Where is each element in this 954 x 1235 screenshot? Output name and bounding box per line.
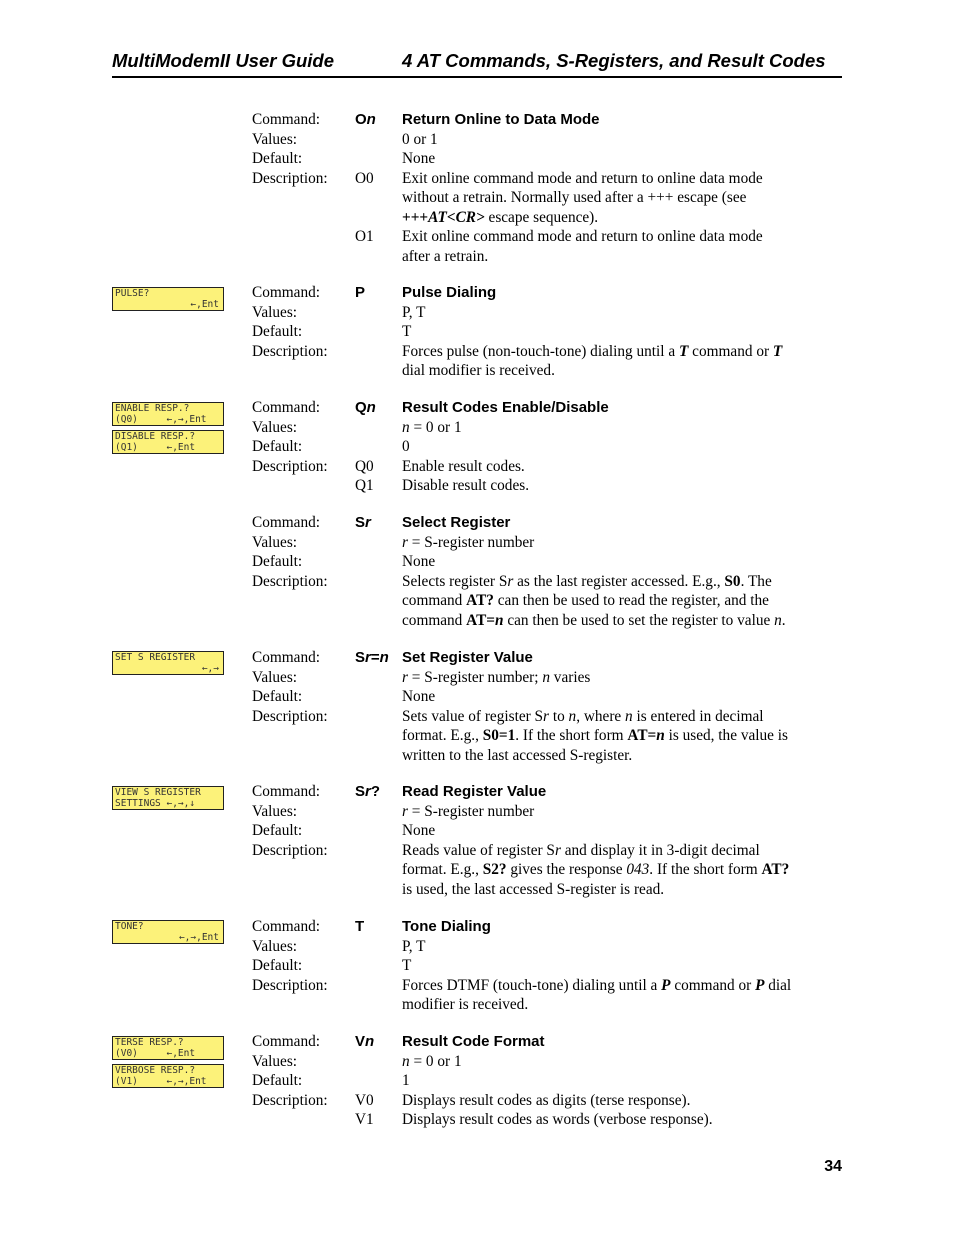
command-label: Command: bbox=[252, 399, 320, 416]
default-text: T bbox=[402, 323, 412, 340]
description-label: Description: bbox=[252, 457, 328, 475]
entry-v bbox=[0, 1032, 954, 1130]
description-label: Description: bbox=[252, 707, 328, 725]
values-text: P, T bbox=[402, 303, 426, 321]
entry-s-read bbox=[0, 782, 954, 899]
header-chapter: 4 AT Commands, S-Registers, and Result Codes bbox=[402, 50, 826, 71]
command-code: Vn bbox=[355, 1033, 375, 1050]
values-text: n = 0 or 1 bbox=[402, 418, 462, 436]
option-code: O1 bbox=[355, 228, 374, 245]
lcd-display-pulse: PULSE? ←,Ent bbox=[112, 287, 224, 311]
description-label: Description: bbox=[252, 976, 328, 994]
default-label: Default: bbox=[252, 438, 303, 455]
lcd-display-view-register: VIEW S REGISTER SETTINGS ←,→,↓ bbox=[112, 786, 224, 810]
command-title: Pulse Dialing bbox=[402, 284, 497, 301]
default-label: Default: bbox=[252, 822, 303, 839]
lcd-display-terse-resp: TERSE RESP.? (V0) ←,Ent bbox=[112, 1036, 224, 1060]
command-code: Sr? bbox=[355, 783, 381, 800]
lcd-display-verbose-resp: VERBOSE RESP.? (V1) ←,→,Ent bbox=[112, 1064, 224, 1088]
description-label: Description: bbox=[252, 169, 328, 187]
description-text: Exit online command mode and return to online data mode bbox=[402, 228, 763, 245]
description-text: without a retrain. Normally used after a +++ escape (see bbox=[402, 189, 747, 206]
values-label: Values: bbox=[252, 802, 298, 820]
command-title: Return Online to Data Mode bbox=[402, 111, 600, 128]
command-title: Tone Dialing bbox=[402, 918, 491, 935]
values-label: Values: bbox=[252, 533, 298, 551]
command-label: Command: bbox=[252, 649, 320, 666]
description-text: Forces DTMF (touch-tone) dialing until a P command or P dial bbox=[402, 976, 792, 994]
command-label: Command: bbox=[252, 284, 320, 301]
values-text: r = S-register number bbox=[402, 802, 535, 820]
command-title: Set Register Value bbox=[402, 649, 533, 666]
command-label: Command: bbox=[252, 1033, 320, 1050]
command-title: Result Codes Enable/Disable bbox=[402, 399, 609, 416]
entry-p bbox=[0, 283, 954, 381]
description-text: +++AT<CR> escape sequence). bbox=[402, 208, 599, 226]
command-code: Sr=n bbox=[355, 649, 389, 666]
description-text: is used, the last accessed S-register is read. bbox=[402, 880, 665, 898]
values-text: P, T bbox=[402, 937, 426, 955]
command-title: Read Register Value bbox=[402, 783, 547, 800]
description-text: after a retrain. bbox=[402, 247, 489, 265]
default-text: None bbox=[402, 150, 436, 167]
entry-t bbox=[0, 917, 954, 1015]
description-text: Exit online command mode and return to online data mode bbox=[402, 169, 763, 187]
description-text: Forces pulse (non-touch-tone) dialing until a T command or T bbox=[402, 342, 783, 360]
command-code: On bbox=[355, 111, 376, 128]
command-code: P bbox=[355, 284, 366, 301]
values-label: Values: bbox=[252, 130, 298, 148]
command-label: Command: bbox=[252, 111, 320, 128]
default-label: Default: bbox=[252, 150, 303, 167]
default-text: 1 bbox=[402, 1072, 410, 1089]
values-label: Values: bbox=[252, 303, 298, 321]
description-label: Description: bbox=[252, 572, 328, 590]
command-label: Command: bbox=[252, 514, 320, 531]
entry-o bbox=[0, 110, 954, 266]
values-text: 0 or 1 bbox=[402, 130, 438, 148]
command-code: T bbox=[355, 918, 365, 935]
description-text: Displays result codes as digits (terse response). bbox=[402, 1091, 691, 1109]
description-text: Reads value of register Sr and display it in 3-digit decimal bbox=[402, 841, 760, 859]
default-label: Default: bbox=[252, 688, 303, 705]
description-text: Sets value of register Sr to n, where n is entered in decimal bbox=[402, 707, 764, 725]
description-label: Description: bbox=[252, 1091, 328, 1109]
values-text: r = S-register number bbox=[402, 533, 535, 551]
description-text: modifier is received. bbox=[402, 996, 529, 1013]
command-code: Sr bbox=[355, 514, 371, 531]
description-text: command AT=n can then be used to set the register to value n. bbox=[402, 611, 786, 629]
lcd-display-tone: TONE? ←,→,Ent bbox=[112, 920, 224, 944]
default-text: None bbox=[402, 553, 436, 570]
description-label: Description: bbox=[252, 841, 328, 859]
description-text: Selects register Sr as the last register accessed. E.g., S0. The bbox=[402, 572, 772, 590]
default-text: 0 bbox=[402, 438, 410, 455]
values-label: Values: bbox=[252, 1052, 298, 1070]
default-text: None bbox=[402, 822, 436, 839]
description-text: written to the last accessed S-register. bbox=[402, 746, 633, 764]
description-text: dial modifier is received. bbox=[402, 362, 555, 379]
command-title: Result Code Format bbox=[402, 1033, 545, 1050]
description-text: Disable result codes. bbox=[402, 477, 530, 494]
entry-s-set bbox=[0, 648, 954, 765]
command-title: Select Register bbox=[402, 514, 511, 531]
option-code: Q0 bbox=[355, 457, 374, 475]
default-label: Default: bbox=[252, 957, 303, 974]
page-number: 34 bbox=[824, 1158, 842, 1175]
command-code: Qn bbox=[355, 399, 376, 416]
default-label: Default: bbox=[252, 1072, 303, 1089]
header-title: MultiModemII User Guide bbox=[112, 50, 335, 71]
values-label: Values: bbox=[252, 668, 298, 686]
description-text: command AT? can then be used to read the register, and the bbox=[402, 592, 769, 609]
default-label: Default: bbox=[252, 323, 303, 340]
description-text: format. E.g., S2? gives the response 043. If the short form AT? bbox=[402, 861, 790, 878]
option-code: Q1 bbox=[355, 477, 374, 494]
values-label: Values: bbox=[252, 418, 298, 436]
description-text: Enable result codes. bbox=[402, 457, 525, 475]
lcd-display-enable-resp: ENABLE RESP.? (Q0) ←,→,Ent bbox=[112, 402, 224, 426]
command-label: Command: bbox=[252, 783, 320, 800]
values-label: Values: bbox=[252, 937, 298, 955]
description-label: Description: bbox=[252, 342, 328, 360]
entry-q bbox=[0, 398, 954, 496]
description-text: format. E.g., S0=1. If the short form AT=n is used, the value is bbox=[402, 727, 788, 744]
default-text: T bbox=[402, 957, 412, 974]
lcd-display-set-register: SET S REGISTER ←,→ bbox=[112, 651, 224, 675]
values-text: n = 0 or 1 bbox=[402, 1052, 462, 1070]
default-text: None bbox=[402, 688, 436, 705]
default-label: Default: bbox=[252, 553, 303, 570]
command-label: Command: bbox=[252, 918, 320, 935]
description-text: Displays result codes as words (verbose response). bbox=[402, 1111, 713, 1128]
entry-s-select bbox=[0, 513, 954, 630]
option-code: V0 bbox=[355, 1091, 374, 1109]
lcd-display-disable-resp: DISABLE RESP.? (Q1) ←,Ent bbox=[112, 430, 224, 454]
values-text: r = S-register number; n varies bbox=[402, 668, 591, 686]
option-code: O0 bbox=[355, 169, 374, 187]
option-code: V1 bbox=[355, 1111, 374, 1128]
page-header bbox=[112, 46, 842, 78]
